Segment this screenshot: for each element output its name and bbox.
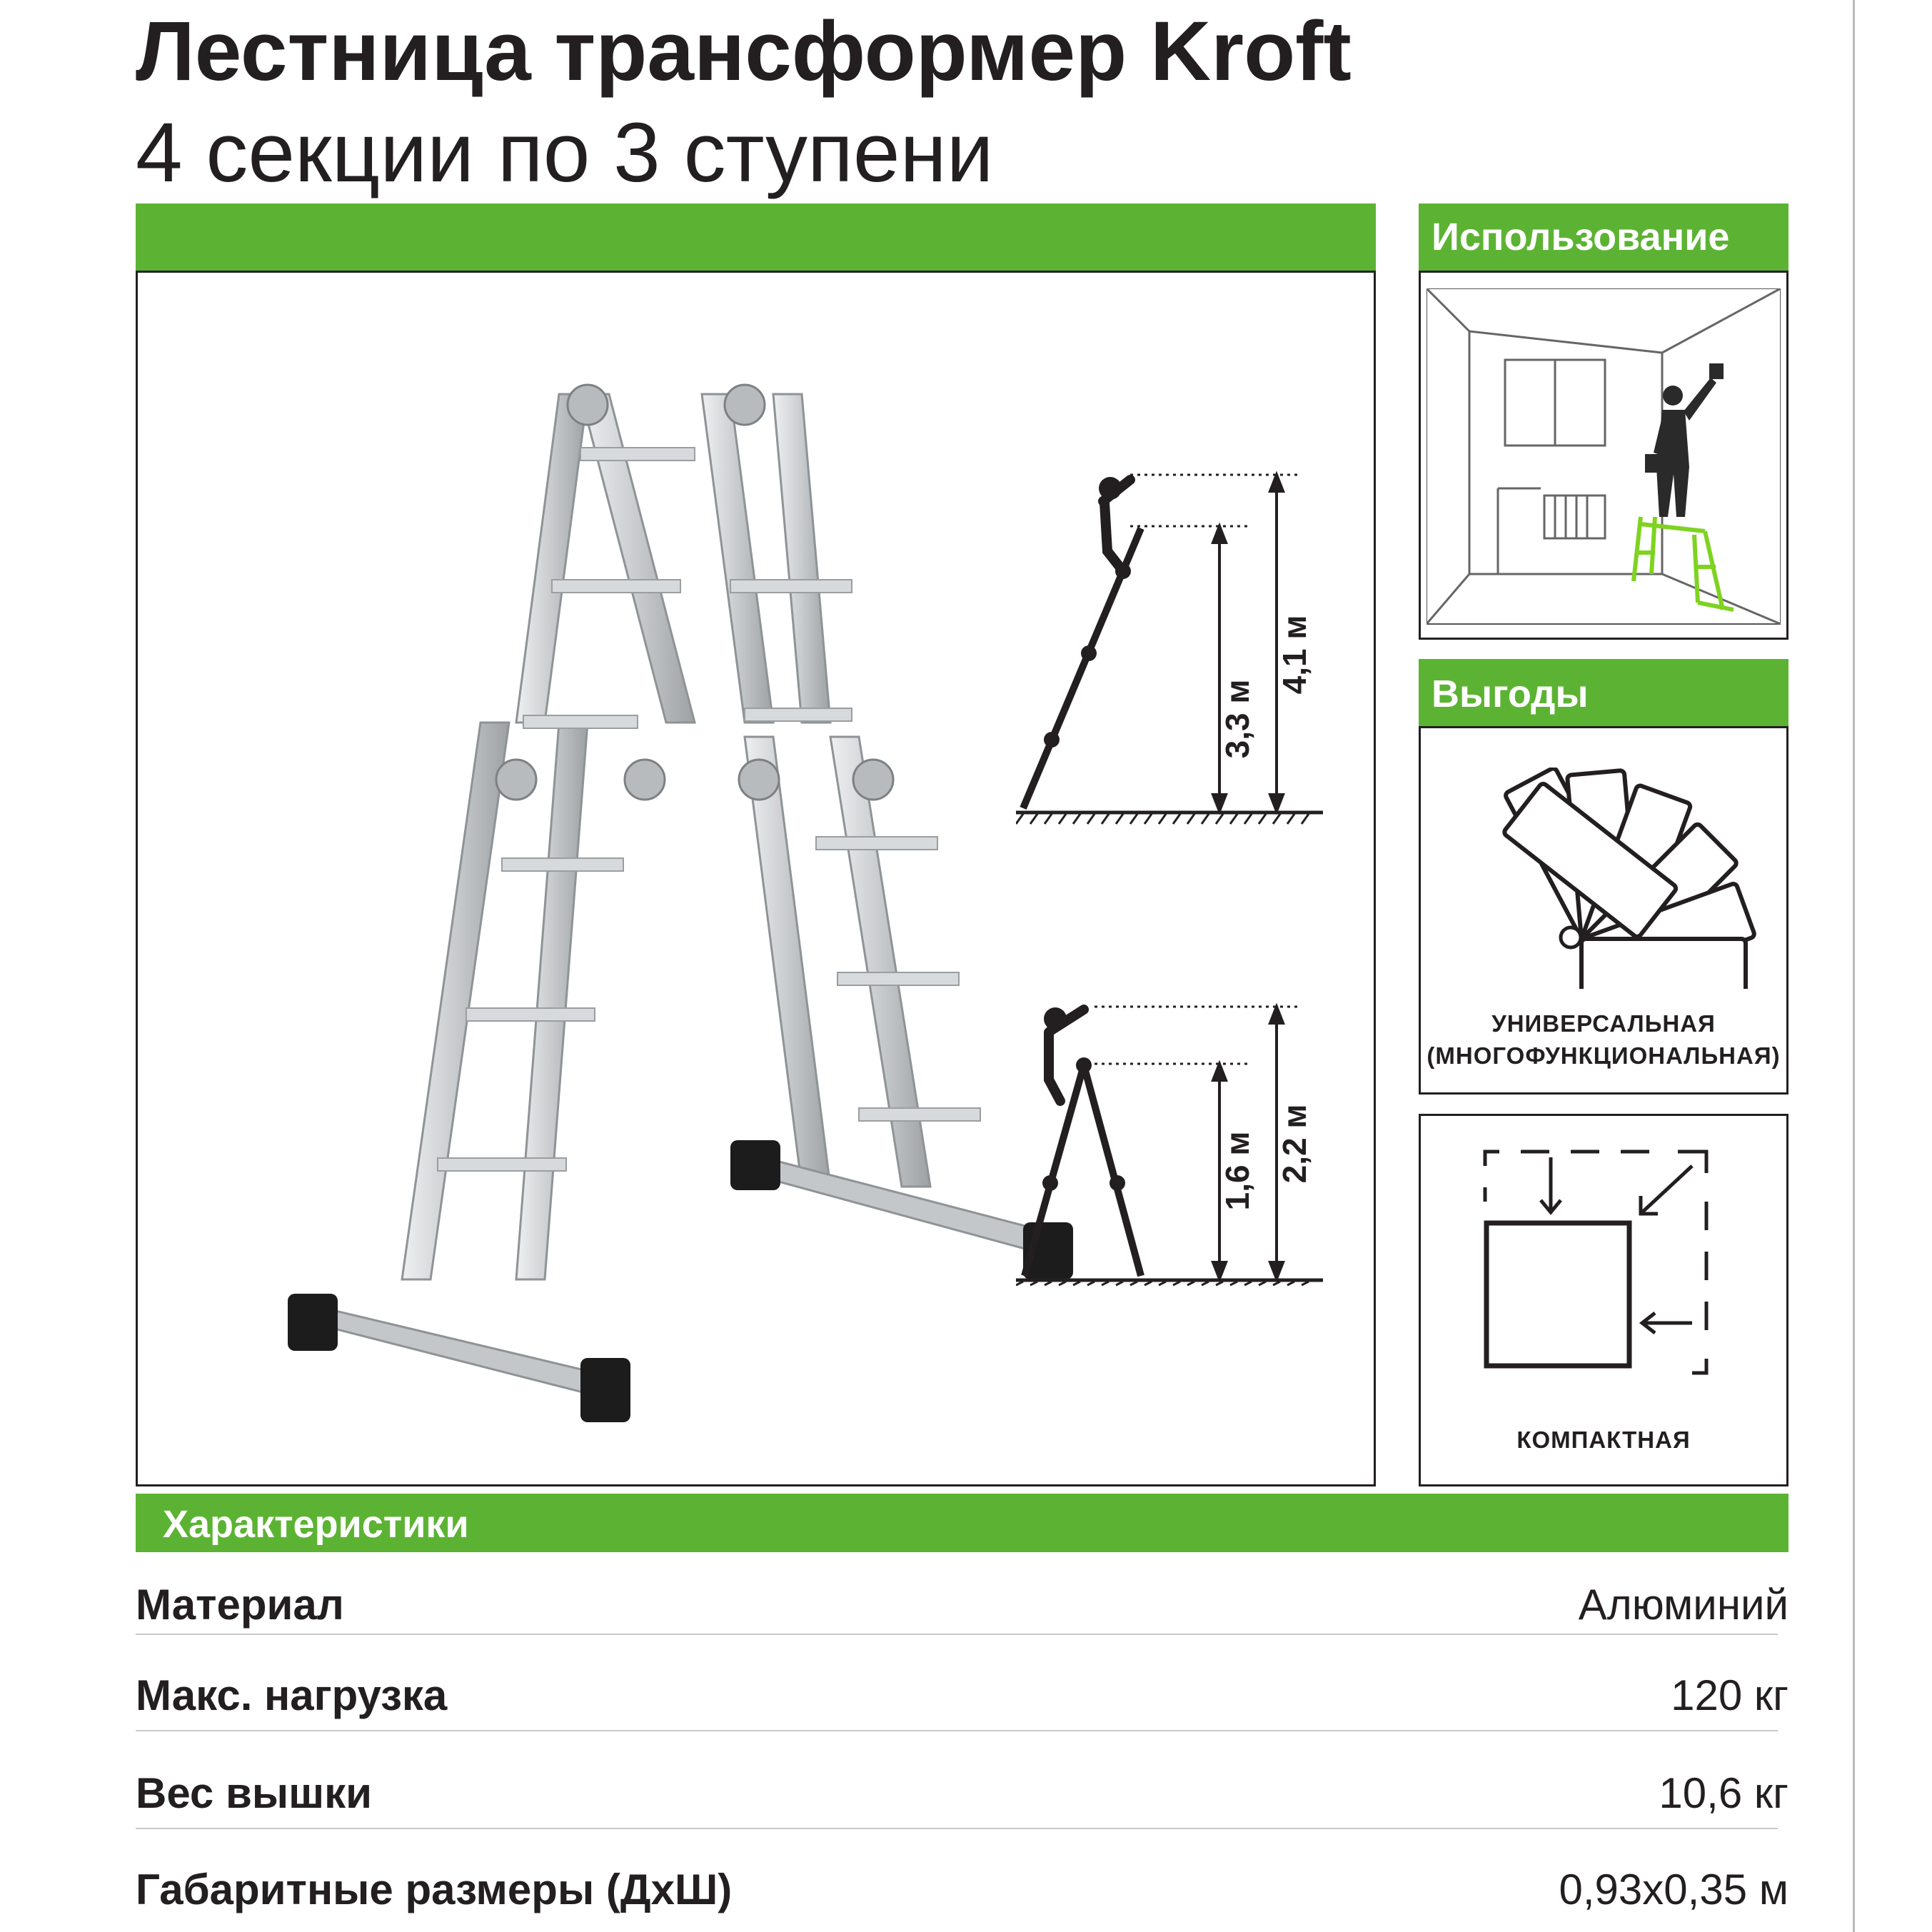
- compact-icon: [1478, 1144, 1721, 1387]
- spec-value-max-load: 120 кг: [1671, 1671, 1788, 1719]
- extended-reach-height-label: 4,1 м: [1276, 615, 1313, 695]
- usage-header-bar: [1419, 203, 1788, 271]
- spec-divider: [136, 1634, 1778, 1635]
- compact-benefit-panel: [1419, 1114, 1788, 1486]
- spec-value-material: Алюминий: [1578, 1581, 1788, 1629]
- spec-divider: [136, 1828, 1778, 1829]
- product-header-bar: [136, 203, 1376, 271]
- specs-header-bar: [136, 1494, 1788, 1552]
- product-panel: [136, 271, 1376, 1486]
- spec-label-dimensions: Габаритные размеры (ДхШ): [136, 1866, 733, 1913]
- page-title: Лестница трансформер Kroft: [136, 4, 1352, 99]
- benefits-header-bar: [1419, 659, 1788, 726]
- page-subtitle: 4 секции по 3 ступени: [136, 106, 994, 200]
- extended-platform-height-label: 3,3 м: [1219, 679, 1256, 759]
- spec-label-max-load: Макс. нагрузка: [136, 1671, 448, 1719]
- room-usage-illustration: [1427, 288, 1781, 631]
- ladder-illustration: [245, 366, 1137, 1437]
- stepladder-reach-height-label: 2,2 м: [1276, 1104, 1313, 1184]
- spec-value-weight: 10,6 кг: [1659, 1769, 1788, 1817]
- universal-caption-line1: УНИВЕРСАЛЬНАЯ: [1491, 1010, 1716, 1037]
- spec-value-dimensions: 0,93х0,35 м: [1559, 1866, 1788, 1913]
- usage-panel: [1419, 271, 1788, 640]
- benefits-heading: Выгоды: [1432, 673, 1589, 715]
- universal-benefit-panel: [1419, 726, 1788, 1095]
- extended-ladder-diagram: [1016, 451, 1373, 1094]
- spec-label-material: Материал: [136, 1581, 344, 1629]
- compact-caption: КОМПАКТНАЯ: [1516, 1427, 1691, 1453]
- fan-deck-icon: [1442, 768, 1756, 989]
- stepladder-platform-height-label: 1,6 м: [1219, 1131, 1256, 1211]
- spec-label-weight: Вес вышки: [136, 1769, 372, 1817]
- usage-heading: Использование: [1432, 216, 1730, 258]
- specs-heading: Характеристики: [163, 1503, 469, 1546]
- stepladder-diagram: [1016, 1001, 1373, 1287]
- page-border-right: [1853, 0, 1855, 1932]
- spec-divider: [136, 1730, 1778, 1731]
- universal-caption-line2: (МНОГОФУНКЦИОНАЛЬНАЯ): [1427, 1042, 1781, 1069]
